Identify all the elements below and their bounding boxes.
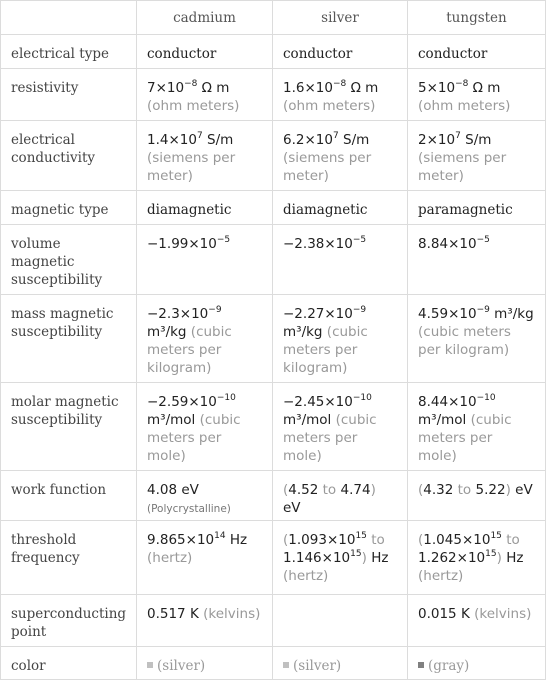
range-high: 1.146 [283,550,322,566]
unit-symbol: m³/mol [147,412,196,428]
range-low: 1.093 [288,532,327,548]
cell-value [408,121,546,191]
cell-value [137,647,273,680]
exponent: 7 [332,131,339,141]
range-to: to [506,532,520,548]
row-label: threshold frequency [1,521,137,595]
unit-name: (siemens per meter) [147,150,236,184]
mantissa: 6.2 [283,132,305,148]
times-ten: ×10 [304,132,333,148]
unit-name: (hertz) [147,550,193,566]
cell-value [408,383,546,471]
times-ten: ×10 [155,80,185,96]
exponent: −5 [352,235,367,245]
unit-symbol: eV [515,482,533,498]
times-ten: ×10 [188,236,217,252]
row-work-function [1,471,546,521]
unit-symbol: Hz [371,550,389,566]
value: 4.08 [147,482,178,498]
mantissa: 2 [418,132,427,148]
range-to: to [371,532,385,548]
unit-symbol: S/m [465,132,492,148]
times-ten: ×10 [448,394,477,410]
column-header-tungsten: tungsten [408,1,546,35]
mantissa: −2.3 [147,306,180,322]
row-label: work function [1,471,137,521]
times-ten: ×10 [324,306,353,322]
unit-symbol: Ω m [201,80,230,96]
times-ten: ×10 [168,132,197,148]
times-ten: ×10 [426,132,456,148]
unit-symbol: eV [181,482,199,498]
unit-name: (cubic meters per kilogram) [147,324,232,376]
cell-value [137,383,273,471]
exponent: −8 [332,79,347,89]
exponent: −9 [352,305,367,315]
row-threshold-frequency [1,521,546,595]
note: (Polycrystalline) [147,503,231,515]
row-electrical-type [1,35,546,69]
cell-value [137,69,273,121]
cell-value [273,383,408,471]
mantissa: 8.44 [418,394,449,410]
column-header-cadmium: cadmium [137,1,273,35]
mantissa: 8.84 [418,236,449,252]
mantissa: −2.38 [283,236,325,252]
cell-value: ($1.093\times 10^{15}$ to $1.146\times 10^{15}$) Hz (hertz) [273,521,408,595]
header-row [1,1,546,35]
row-label: molar magnetic susceptibility [1,383,137,471]
times-ten: ×10 [185,532,215,548]
exponent: −10 [476,393,496,403]
times-ten: ×10 [179,306,209,322]
unit-symbol: m³/mol [283,412,332,428]
mantissa: 5 [418,80,427,96]
range-to: to [457,482,472,498]
times-ten: ×10 [188,394,217,410]
cell-value [137,121,273,191]
range-high: 5.22 [475,482,506,498]
exponent: −9 [208,305,222,315]
row-magnetic-type [1,191,546,225]
header-empty-cell [1,1,137,35]
row-color [1,647,546,680]
unit-symbol: K [189,606,199,622]
color-swatch [418,662,424,668]
unit-name: (hertz) [418,568,464,584]
unit-name: (kelvins) [474,606,532,622]
mantissa: 4.59 [418,306,449,322]
row-superconducting-point [1,595,546,647]
exponent: −8 [455,79,469,89]
unit-name: (kelvins) [203,606,261,622]
cell-value: conductor [137,35,273,69]
unit-symbol: Ω m [472,80,501,96]
row-label: resistivity [1,69,137,121]
exponent: 14 [214,531,226,541]
range-high: 1.262 [418,550,457,566]
cell-value [137,295,273,383]
cell-value [408,595,546,647]
unit-symbol: m³/kg [494,306,534,322]
times-ten: ×10 [324,394,353,410]
exponent: −10 [352,393,372,403]
cell-value: conductor [408,35,546,69]
range-to: to [322,482,337,498]
cell-value [273,69,408,121]
color-name: (silver) [157,658,206,674]
row-mass-susceptibility [1,295,546,383]
unit-symbol: Ω m [350,80,379,96]
cell-value [408,295,546,383]
row-molar-susceptibility [1,383,546,471]
cell-value: diamagnetic [137,191,273,225]
range-low: 4.32 [423,482,454,498]
unit-symbol: Hz [229,532,248,548]
exponent: −5 [216,235,231,245]
unit-symbol: Hz [506,550,524,566]
row-label: electrical type [1,35,137,69]
cell-value [408,647,546,680]
exponent: 7 [196,131,203,141]
cell-value: (4.32 to 5.22) eV [408,471,546,521]
unit-name: (cubic meters per kilogram) [283,324,368,376]
mantissa: −1.99 [147,236,189,252]
times-ten: ×10 [448,236,477,252]
times-ten: ×10 [448,306,477,322]
value: 0.015 [418,606,457,622]
mantissa: −2.27 [283,306,325,322]
row-label: electrical conductivity [1,121,137,191]
color-swatch [147,662,153,668]
color-name: (silver) [293,658,342,674]
mantissa: 7 [147,80,156,96]
cell-value: paramagnetic [408,191,546,225]
exponent: −5 [476,235,490,245]
row-label: mass magnetic susceptibility [1,295,137,383]
cell-value [408,225,546,295]
row-label: volume magnetic susceptibility [1,225,137,295]
row-label: magnetic type [1,191,137,225]
cell-value [273,295,408,383]
unit-symbol: S/m [343,132,370,148]
row-volume-susceptibility [1,225,546,295]
cell-value: diamagnetic [273,191,408,225]
exponent: −9 [476,305,490,315]
unit-symbol: K [460,606,470,622]
cell-value [273,225,408,295]
value: 0.517 [147,606,186,622]
range-high: 4.74 [340,482,371,498]
unit-name: (cubic meters per mole) [283,412,377,464]
unit-name: (cubic meters per kilogram) [418,324,511,358]
cell-value [137,521,273,595]
unit-symbol: eV [283,500,301,516]
row-electrical-conductivity [1,121,546,191]
column-header-silver: silver [273,1,408,35]
cell-value [137,595,273,647]
mantissa: −2.45 [283,394,325,410]
unit-symbol: m³/kg [283,324,323,340]
cell-value: ($1.045\times 10^{15}$ to $1.262\times 10^{15}$) Hz (hertz) [408,521,546,595]
mantissa: 1.6 [283,80,305,96]
times-ten: ×10 [304,80,333,96]
unit-symbol: m³/kg [147,324,187,340]
cell-value: (4.52 to 4.74) eV [273,471,408,521]
cell-value [137,471,273,521]
unit-name: (siemens per meter) [418,150,507,184]
exponent: 7 [455,131,461,141]
times-ten: ×10 [426,80,456,96]
mantissa: 9.865 [147,532,186,548]
times-ten: ×10 [324,236,353,252]
range-low: 4.52 [288,482,319,498]
unit-name: (ohm meters) [147,98,240,114]
mantissa: −2.59 [147,394,189,410]
cell-value [273,647,408,680]
exponent: −10 [216,393,236,403]
cell-value: conductor [273,35,408,69]
cell-value [273,121,408,191]
color-swatch [283,662,289,668]
cell-value [137,225,273,295]
unit-name: (cubic meters per mole) [418,412,512,464]
unit-name: (hertz) [283,568,329,584]
color-name: (gray) [428,658,470,674]
unit-symbol: S/m [207,132,234,148]
unit-name: (ohm meters) [418,98,511,114]
cell-value [408,69,546,121]
row-label: superconducting point [1,595,137,647]
mantissa: 1.4 [147,132,169,148]
row-resistivity [1,69,546,121]
range-low: 1.045 [423,532,462,548]
unit-symbol: m³/mol [418,412,467,428]
unit-name: (siemens per meter) [283,150,372,184]
unit-name: (ohm meters) [283,98,376,114]
exponent: −8 [184,79,198,89]
cell-value-empty [273,595,408,647]
unit-name: (cubic meters per mole) [147,412,241,464]
row-label: color [1,647,137,680]
